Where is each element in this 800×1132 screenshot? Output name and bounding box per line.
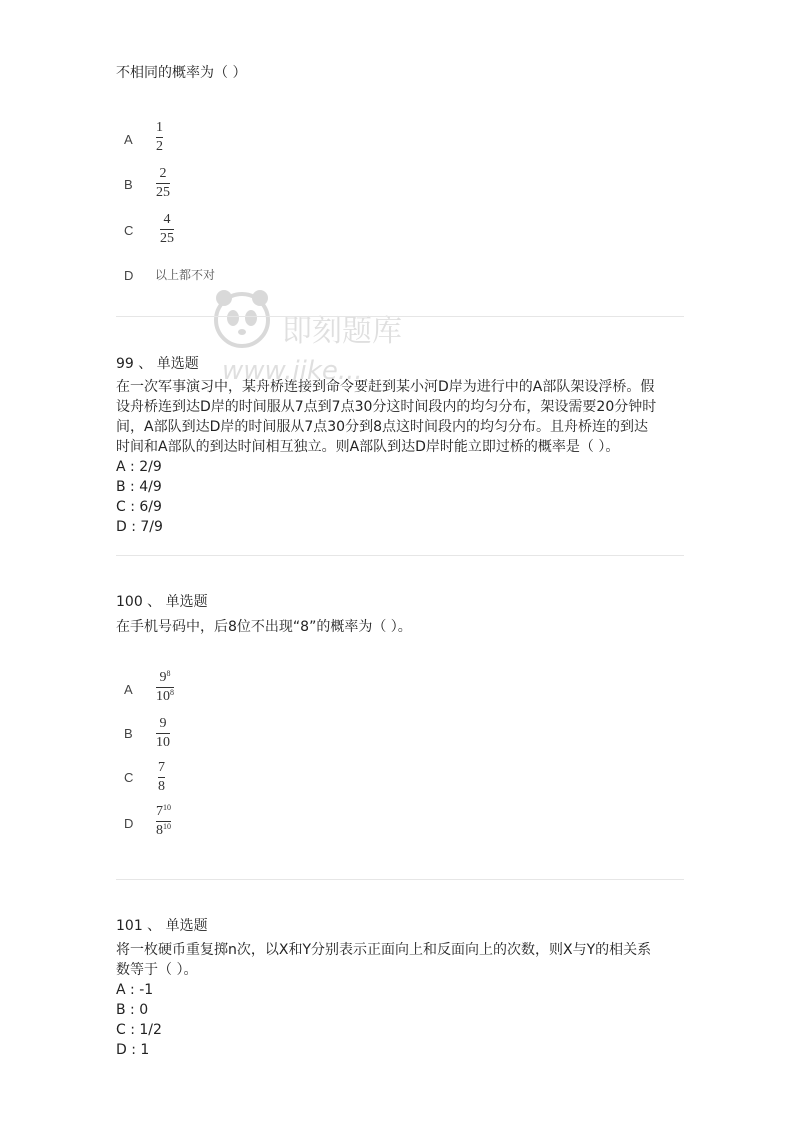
numerator-exponent: 10 [163,803,171,812]
q99-question-line: 时间和A部队的到达时间相互独立。则A部队到达D岸时能立即过桥的概率是（ ）。 [116,439,620,455]
q98-question-tail: 不相同的概率为（ ） [116,65,247,81]
q98-option-a-letter: A [124,132,133,147]
denominator [156,823,171,839]
panda-logo-icon [212,286,272,356]
numerator-base: 9 [159,670,167,685]
denominator-base: 10 [156,689,170,704]
q100-header: 100 、 单选题 [116,594,208,610]
watermark-url: www.jike... [222,356,363,386]
q98-option-b-letter: B [124,177,133,192]
section-divider [116,879,684,880]
q99-question [116,377,696,457]
q100-option-a-fraction [156,670,174,705]
q99-options [116,457,696,537]
numerator: 1 [156,120,163,135]
denominator-exponent: 8 [170,688,174,697]
q99-question-line: 设舟桥连到达D岸的时间服从7点到7点30分这时间段内的均匀分布，架设需要20分钟时 [116,399,657,415]
denominator: 8 [158,779,165,794]
q98-option-a-fraction [156,120,163,155]
fraction-bar [156,183,170,184]
q100-option-d-letter: D [124,816,134,831]
numerator: 4 [163,212,171,227]
watermark-cn: 即刻题库 [282,314,402,349]
q101-option-d: D : 1 [116,1042,150,1058]
fraction-bar [160,229,174,230]
numerator-base: 7 [156,804,163,819]
denominator [156,689,174,705]
numerator-exponent: 8 [166,669,171,678]
q98-option-d-letter: D [124,268,134,283]
q101-option-b: B : 0 [116,1002,149,1018]
q100-option-c-letter: C [124,770,134,785]
q100-option-c-fraction [158,760,165,795]
q101-option-c: C : 1/2 [116,1022,162,1038]
numerator [160,670,171,686]
section-divider [116,555,684,556]
section-divider [116,316,684,317]
denominator-exponent: 10 [163,822,171,831]
q98-option-b-fraction [156,166,170,201]
fraction-bar [156,733,170,734]
q99-option-c: C : 6/9 [116,499,162,515]
q101-header: 101 、 单选题 [116,918,208,934]
q101-question-line: 数等于（ ）。 [116,962,198,978]
numerator: 2 [159,166,167,181]
denominator: 10 [156,735,170,750]
q99-header: 99 、 单选题 [116,356,199,372]
fraction-bar [158,777,165,778]
q99-option-d: D : 7/9 [116,519,163,535]
numerator: 9 [159,716,167,731]
q99-question-line: 在一次军事演习中，某舟桥连接到命令要赶到某小河D岸为进行中的A部队架设浮桥。假 [116,379,655,395]
q98-option-d-text: 以上都不对 [155,268,216,282]
q101-question [116,940,696,980]
q100-option-b-letter: B [124,726,133,741]
denominator: 25 [156,185,170,200]
q101-option-a: A : -1 [116,982,154,998]
fraction-bar [156,137,163,138]
q100-option-a-letter: A [124,682,133,697]
numerator [156,804,171,820]
q100-option-d-fraction [156,804,171,839]
q101-options [116,980,696,1060]
denominator: 2 [156,139,163,154]
denominator-base: 8 [156,823,163,838]
q98-option-c-letter: C [124,223,134,238]
q99-option-b: B : 4/9 [116,479,162,495]
denominator: 25 [160,231,174,246]
q99-option-a: A : 2/9 [116,459,162,475]
q100-question: 在手机号码中，后8位不出现“8”的概率为（ ）。 [116,619,412,635]
q100-option-b-fraction [156,716,170,751]
q101-question-line: 将一枚硬币重复掷n次，以X和Y分别表示正面向上和反面向上的次数，则X与Y的相关系 [116,942,652,958]
numerator: 7 [158,760,165,775]
q99-question-line: 间，A部队到达D岸的时间服从7点30分到8点这时间段内的均匀分布。且舟桥连的到达 [116,419,648,435]
q98-option-c-fraction [160,212,174,247]
